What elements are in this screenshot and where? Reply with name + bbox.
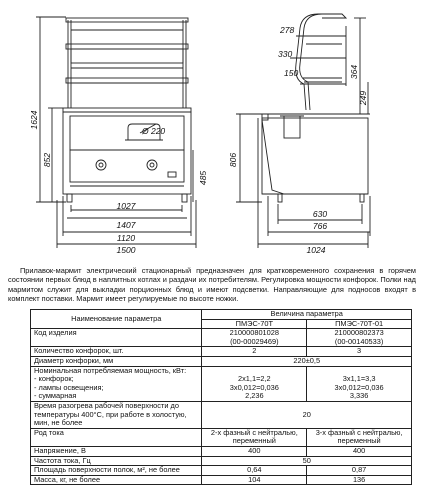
- dim-278: 278: [280, 25, 295, 35]
- row-value: 2: [202, 347, 307, 357]
- model-1: ПМЭС-70Т: [202, 319, 307, 329]
- dim-1407: 1407: [116, 220, 136, 230]
- product-description: Прилавок-мармит электрический стационарный предназначен для кратковременного сохранения в горячем состоянии первых блюд в наплитных котлах и раздачи их потребителям. Регулировка мощности конфорок. Полки над мармитом служит для выкладки порционных блюд и имеют подсветки. Направляющие для подносов входят в комплект поставки. Мармит имеет регулируемые по высоте ножки.: [8, 266, 416, 304]
- row-value: 50: [202, 456, 412, 466]
- row-value: 3-х фазный с нейтралью, переменный: [307, 428, 412, 446]
- code-1: 210000801028 (00-00029469): [202, 329, 307, 347]
- dim-1624: 1624: [29, 110, 39, 130]
- row-label: Масса, кг, не более: [31, 475, 202, 485]
- row-value: 2х1,1=2,2 3х0,012=0,036 2,236: [202, 366, 307, 401]
- code-label: Код изделия: [31, 329, 202, 347]
- row-label: Частота тока, Гц: [31, 456, 202, 466]
- row-value: 0,64: [202, 466, 307, 476]
- dim-249: 249: [358, 90, 368, 106]
- row-value: 400: [202, 446, 307, 456]
- row-value: 220±0,5: [202, 356, 412, 366]
- dim-1120: 1120: [116, 233, 136, 243]
- row-label: Площадь поверхности полок, м², не более: [31, 466, 202, 476]
- dim-1500: 1500: [116, 245, 136, 255]
- front-view: [36, 17, 196, 248]
- dim-364: 364: [349, 64, 359, 80]
- row-value: 20: [202, 401, 412, 428]
- row-value: 3: [307, 347, 412, 357]
- row-value: 3х1,1=3,3 3х0,012=0,036 3,336: [307, 366, 412, 401]
- side-view: [236, 14, 370, 248]
- row-label: Время разогрева рабочей поверхности до температуры 400°С, при работе в холостую, мин, не более: [31, 401, 202, 428]
- row-value: 2-х фазный с нейтралью, переменный: [202, 428, 307, 446]
- header-value: Величина параметра: [202, 310, 412, 320]
- row-value: 0,87: [307, 466, 412, 476]
- dim-1024: 1024: [306, 245, 326, 255]
- dim-pipe: Ø 220: [142, 126, 166, 136]
- row-label: Диаметр конфорки, мм: [31, 356, 202, 366]
- row-value: 104: [202, 475, 307, 485]
- dim-806: 806: [228, 152, 238, 168]
- header-param: Наименование параметра: [31, 310, 202, 329]
- dim-1027: 1027: [116, 201, 136, 211]
- dim-766: 766: [312, 221, 328, 231]
- row-value: 136: [307, 475, 412, 485]
- row-label: Количество конфорок, шт.: [31, 347, 202, 357]
- model-2: ПМЭС-70Т-01: [307, 319, 412, 329]
- dim-150: 150: [284, 68, 299, 78]
- code-2: 210000802373 (00-00140533): [307, 329, 412, 347]
- spec-table: [30, 309, 412, 485]
- dim-485: 485: [198, 170, 208, 186]
- row-label: Род тока: [31, 428, 202, 446]
- row-label: Номинальная потребляемая мощность, кВт: - конфорок; - лампы освещения; - суммарная: [31, 366, 202, 401]
- dim-630: 630: [312, 209, 328, 219]
- dim-852: 852: [42, 152, 52, 168]
- row-value: 400: [307, 446, 412, 456]
- dim-330: 330: [278, 49, 293, 59]
- row-label: Напряжение, В: [31, 446, 202, 456]
